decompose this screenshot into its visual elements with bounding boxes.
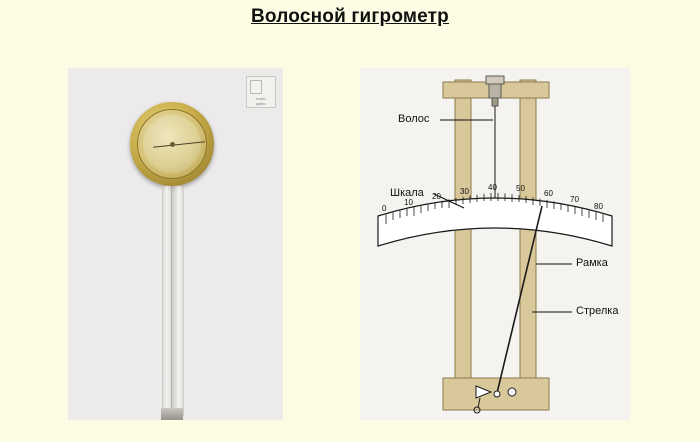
- hair-wire: [171, 186, 172, 418]
- scale-band: [378, 198, 612, 246]
- hair-grip-icon: [492, 98, 498, 106]
- svg-text:0: 0: [382, 204, 387, 213]
- watermark-line1: museo: [255, 97, 267, 101]
- svg-text:30: 30: [460, 187, 469, 196]
- stem-clamp: [161, 408, 183, 420]
- watermark-mark-icon: [250, 80, 262, 94]
- top-clamp-icon: [486, 76, 504, 84]
- svg-text:50: 50: [516, 184, 525, 193]
- frame-rail-right: [520, 80, 536, 410]
- needle-hub-icon: [170, 142, 175, 147]
- label-scale: Шкала: [390, 187, 424, 199]
- frame-rail-left: [455, 80, 471, 410]
- svg-text:60: 60: [544, 189, 553, 198]
- page-title: Волосной гигрометр: [251, 6, 449, 27]
- hair-hygrometer-diagram: [360, 68, 630, 420]
- svg-text:20: 20: [432, 192, 441, 201]
- label-pointer: Стрелка: [576, 305, 619, 317]
- dial-inner-ring: [137, 109, 207, 179]
- museo-galileo-watermark: [246, 76, 276, 108]
- svg-text:10: 10: [404, 198, 413, 207]
- pointer-pivot: [494, 391, 500, 397]
- label-frame: Рамка: [576, 257, 608, 269]
- dial-icon: [130, 102, 214, 186]
- svg-text:40: 40: [488, 183, 497, 192]
- svg-text:70: 70: [570, 195, 579, 204]
- hair-hygrometer-photo: [68, 68, 283, 420]
- watermark-line2: galileo: [255, 101, 267, 106]
- axle-icon: [508, 388, 516, 396]
- hair-tensioner-icon: [489, 84, 501, 98]
- glass-stem: [162, 186, 184, 416]
- needle-icon: [153, 141, 205, 147]
- dial-face: [143, 115, 201, 173]
- label-hair: Волос: [398, 113, 430, 125]
- svg-text:80: 80: [594, 202, 603, 211]
